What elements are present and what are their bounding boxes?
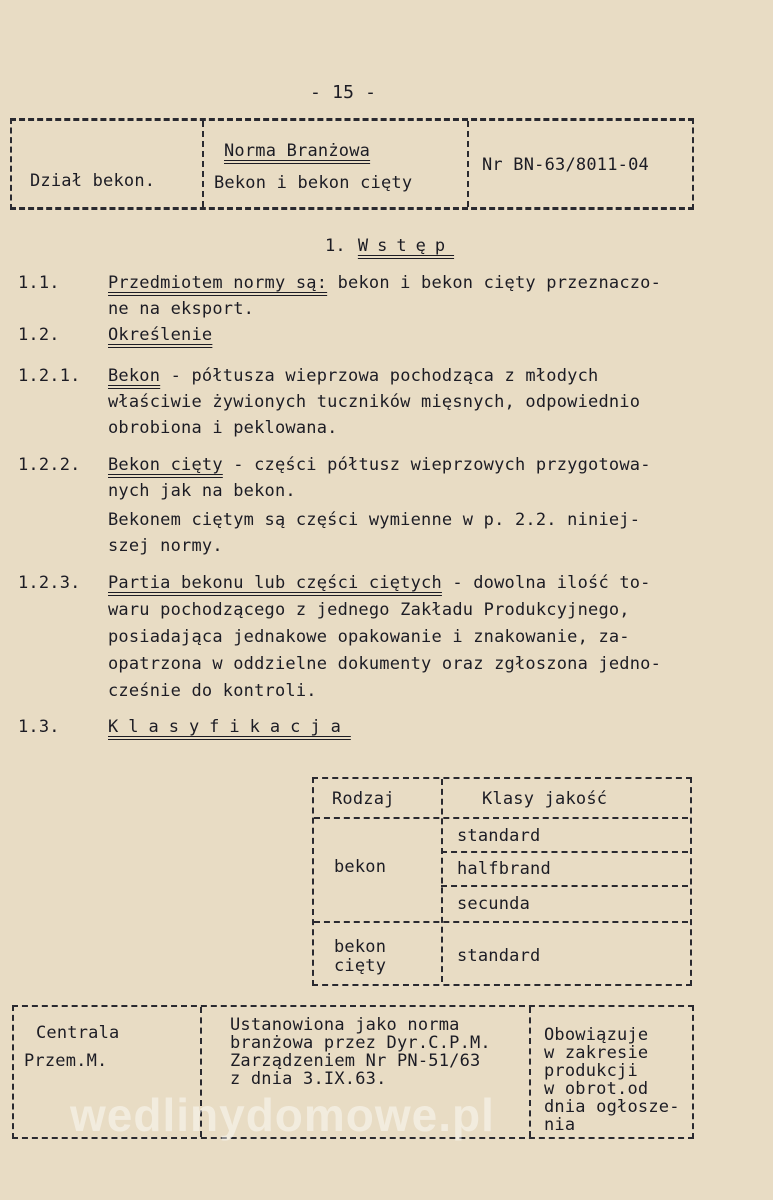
table-header-type: Rodzaj (332, 789, 395, 809)
footer-valid-1: Obowiązuje (544, 1025, 649, 1045)
item-1-3-title: Klasyfikacja (108, 717, 351, 737)
footer-established-1: Ustanowiona jako norma (230, 1015, 460, 1035)
table-cell-class: standard (457, 826, 541, 846)
norm-number: Nr BN-63/8011-04 (482, 155, 649, 175)
item-1-2-3-line4: opatrzona w oddzielne dokumenty oraz zgłoszona jedno- (108, 654, 662, 674)
section-heading: 1. Wstęp (325, 236, 455, 256)
item-1-2-2-line1: Bekon cięty - części półtusz wieprzowych przygotowa- (108, 455, 651, 475)
item-1-2-3-line2: waru pochodzącego z jednego Zakładu Produkcyjnego, (108, 600, 630, 620)
table-cell-bekon-ciety-2: cięty (334, 956, 387, 976)
footer-valid-6: nia (544, 1115, 576, 1135)
footer-valid-5: dnia ogłosze- (544, 1097, 680, 1117)
footer-established-2: branżowa przez Dyr.C.P.M. (230, 1033, 491, 1053)
norm-subject: Bekon i bekon cięty (214, 173, 413, 193)
footer-central-1: Centrala (36, 1023, 120, 1043)
item-1-2-3-number: 1.2.3. (18, 573, 81, 593)
footer-valid-2: w zakresie (544, 1043, 649, 1063)
item-1-2-title: Określenie (108, 325, 213, 345)
item-1-2-number: 1.2. (18, 325, 60, 345)
item-1-2-2-line3: Bekonem ciętym są części wymienne w p. 2.2. niniej- (108, 510, 641, 530)
item-1-2-3-line1: Partia bekonu lub części ciętych - dowolna ilość to- (108, 573, 651, 593)
item-1-2-3-line5: cześnie do kontroli. (108, 681, 317, 701)
table-header-classes: Klasy jakość (482, 789, 608, 809)
footer-established-3: Zarządzeniem Nr PN-51/63 (230, 1051, 481, 1071)
watermark: wedlinydomowe.pl (70, 1089, 495, 1141)
norm-type: Norma Branżowa (224, 141, 371, 161)
table-cell-class: secunda (457, 894, 531, 914)
item-1-1-line2: ne na eksport. (108, 299, 255, 319)
item-1-1-line1: Przedmiotem normy są: bekon i bekon cięty przeznaczo- (108, 273, 662, 293)
item-1-2-1-line1: Bekon - półtusza wieprzowa pochodząca z młodych (108, 366, 599, 386)
table-cell-bekon: bekon (334, 857, 387, 877)
item-1-2-1-number: 1.2.1. (18, 366, 81, 386)
item-1-2-2-line4: szej normy. (108, 536, 223, 556)
table-cell-bekon-ciety-1: bekon (334, 937, 387, 957)
classification-table (312, 777, 692, 986)
item-1-2-1-line3: obrobiona i peklowana. (108, 418, 338, 438)
item-1-2-3-line3: posiadająca jednakowe opakowanie i znakowanie, za- (108, 627, 630, 647)
table-cell-class: halfbrand (457, 859, 551, 879)
page-number: - 15 - (310, 82, 377, 103)
item-1-2-1-line2: właściwie żywionych tuczników mięsnych, odpowiednio (108, 392, 641, 412)
footer-valid-3: produkcji (544, 1061, 638, 1081)
item-1-1-number: 1.1. (18, 273, 60, 293)
table-cell-class: standard (457, 946, 541, 966)
item-1-3-number: 1.3. (18, 717, 60, 737)
footer-valid-4: w obrot.od (544, 1079, 649, 1099)
footer-central-2: Przem.M. (24, 1051, 108, 1071)
footer-established-4: z dnia 3.IX.63. (230, 1069, 387, 1089)
header-box (10, 118, 694, 210)
item-1-2-2-number: 1.2.2. (18, 455, 81, 475)
item-1-2-2-line2: nych jak na bekon. (108, 481, 296, 501)
department-label: Dział bekon. (30, 171, 156, 191)
